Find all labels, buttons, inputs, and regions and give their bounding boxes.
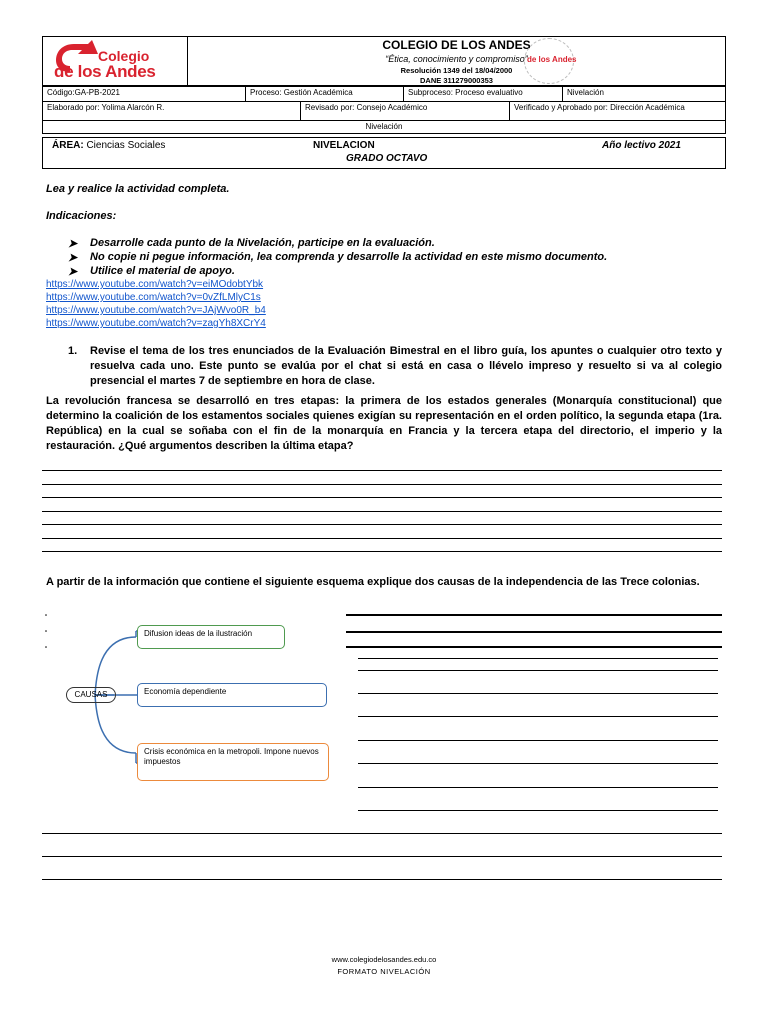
logo-word-colegio: Colegio (98, 48, 150, 64)
video-link[interactable]: https://www.youtube.com/watch?v=zagYh8XCrY4 (46, 318, 266, 329)
answer-line[interactable] (42, 511, 722, 512)
answer-line[interactable] (42, 470, 722, 471)
cause-node: Difusion ideas de la ilustración (137, 625, 285, 649)
resolution: Resolución 1349 del 18/04/2000 (400, 66, 513, 75)
question1-text: La revolución francesa se desarrolló en tres etapas: la primera de los estados generales (Monarquía constitucional) que determino la coalición de los estamentos sociales quienes exigían su representación en el orden político, la segunda etapa (1ra. República) en la cual se soñaba con el fin de la monarquía en Francia y la tercera etapa del directorio, el imperio y la restauración. ¿Qué argumentos describen la última etapa? (46, 395, 722, 452)
question2-text: A partir de la información que contiene el siguiente esquema explique dos causas de la independencia de las Trece colonias. (46, 576, 700, 588)
answer-line[interactable] (42, 497, 722, 498)
area-label: ÁREA: (52, 140, 84, 151)
reviewed-by-cell: Revisado por: Consejo Académico (300, 101, 510, 121)
center-node: CAUSAS (66, 687, 116, 703)
video-link[interactable]: https://www.youtube.com/watch?v=0vZfLMlyC1s (46, 292, 261, 303)
answer-line[interactable] (42, 856, 722, 857)
arrow-bullet-icon: ➤ (68, 266, 78, 278)
nivelacion-label: NIVELACION (313, 140, 375, 151)
answer-line[interactable] (358, 740, 718, 741)
arrow-bullet-icon: ➤ (68, 252, 78, 264)
cause-node: Economía dependiente (137, 683, 327, 707)
subprocess-cell: Subproceso: Proceso evaluativo (403, 86, 563, 102)
school-logo (52, 38, 182, 84)
year-label: Año lectivo 2021 (602, 140, 681, 151)
answer-line[interactable] (42, 484, 722, 485)
answer-line[interactable] (358, 693, 718, 694)
item1-text: Revise el tema de los tres enunciados de la Evaluación Bimestral en el libro guía, los apuntes o cualquier otro texto y resuelva cada uno. Este punto se evalúa por el chat si está en casa o llévelo impreso y resuelto si va al colegio presencial el martes 7 de septiembre en hora de clase. (90, 345, 722, 387)
answer-line[interactable] (358, 763, 718, 764)
answer-line[interactable] (346, 614, 722, 616)
answer-line[interactable] (42, 879, 722, 880)
answer-line[interactable] (358, 670, 718, 671)
school-name: COLEGIO DE LOS ANDES (382, 38, 531, 52)
area-value: Ciencias Sociales (86, 140, 166, 151)
footer-website: www.colegiodelosandes.edu.co (331, 955, 437, 964)
video-link[interactable]: https://www.youtube.com/watch?v=eiMOdobtYbk (46, 279, 264, 290)
intro-text: Lea y realice la actividad completa. (46, 183, 230, 195)
watermark-logo-text: de los Andes (527, 55, 577, 64)
cause-node: Crisis económica en la metropoli. Impone nuevos impuestos (137, 743, 329, 781)
video-link[interactable]: https://www.youtube.com/watch?v=JAjWvo0R_b4 (46, 305, 266, 316)
school-motto: “Ética, conocimiento y compromiso” (385, 54, 528, 64)
answer-line[interactable] (42, 524, 722, 525)
answer-line[interactable] (358, 716, 718, 717)
dane-code: DANE 311279000353 (420, 76, 493, 85)
answer-line[interactable] (358, 810, 718, 811)
item-number: 1. (68, 345, 78, 357)
area-field (52, 140, 165, 151)
logo-word-andes: de los Andes (54, 62, 156, 81)
answer-line[interactable] (358, 787, 718, 788)
watermark-logo (524, 38, 577, 84)
answer-line[interactable] (346, 631, 722, 633)
answer-line[interactable] (358, 658, 718, 659)
grade-label: GRADO OCTAVO (346, 153, 428, 164)
answer-line[interactable] (42, 551, 722, 552)
answer-line[interactable] (42, 538, 722, 539)
code-cell: Código:GA-PB-2021 (42, 86, 246, 102)
footer-format: FORMATO NIVELACIÓN (337, 967, 431, 976)
answer-line[interactable] (346, 646, 722, 648)
answer-line[interactable] (42, 833, 722, 834)
concept-map (40, 605, 340, 790)
prepared-by-cell: Elaborado por: Yolima Alarcón R. (42, 101, 301, 121)
arrow-bullet-icon: ➤ (68, 238, 78, 250)
doc-title-cell: Nivelación (42, 120, 726, 134)
indications-title: Indicaciones: (46, 210, 117, 222)
level-cell: Nivelación (562, 86, 726, 102)
process-cell: Proceso: Gestión Académica (245, 86, 404, 102)
approved-by-cell: Verificado y Aprobado por: Dirección Académica (509, 101, 726, 121)
